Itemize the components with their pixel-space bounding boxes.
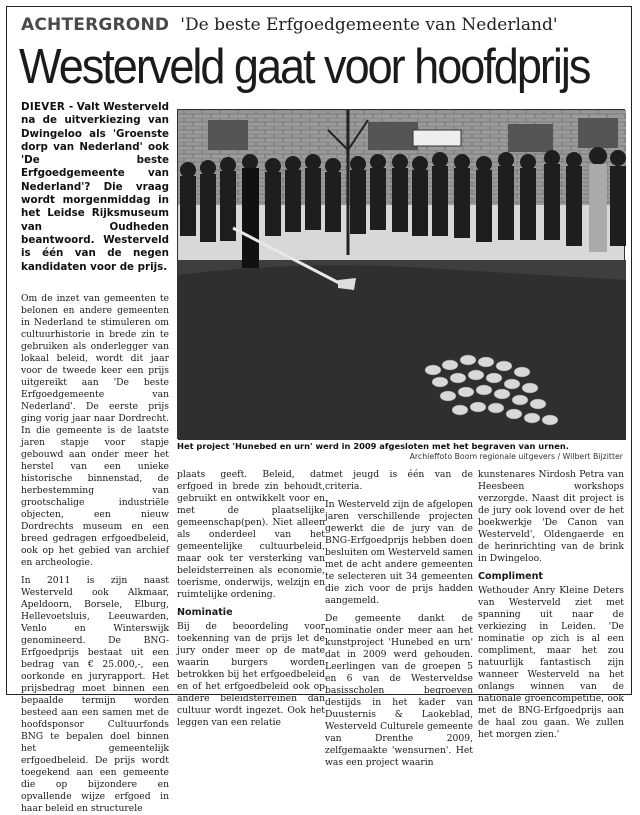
body-paragraph: De gemeente dankt de nominatie onder meer aan het kunstproject 'Hunebed en urn' dat in 2009 werd gehouden. Leerlingen van de groepen 5 en 6 van de Westerveldse basisscholen begroeven destijds in het kader van Duusternis & Laokeblad, Westerveld Culturele gemeente van Drenthe 2009, zelfgemaakte 'wensurnen'. Het was een project waarin (325, 613, 473, 768)
photo-caption: Het project 'Hunebed en urn' werd in 2009 afgesloten met het begraven van urnen. (177, 441, 569, 451)
article-kicker (21, 15, 558, 35)
body-paragraph: Om de inzet van gemeenten te belonen en andere gemeenten in Nederland te stimuleren om cultuurhistorie in brede zin te gebruiken als onderlegger van lokaal beleid, wordt dit jaar voor de tweede keer een prijs uitgereikt aan 'De beste Erfgoedgemeente van Nederland'. De eerste prijs ging vorig jaar naar Dordrecht. In die gemeente is de laatste jaren stapje voor stapje gebouwd aan onder meer het herstel van een unieke historische binnenstad, de herbestemming van grootschalige industriële objecten, een nieuw Dordrechts museum en een breed gedragen erfgoedbeleid, ook op het gebied van archief en archeologie. (21, 293, 169, 568)
body-paragraph: Wethouder Anry Kleine Deters van Westerveld ziet met spanning uit naar de verkiezing in Leiden. 'De nominatie op zich is al een compliment, maar het zou natuurlijk fantastisch zijn wanneer Westerveld na het onlangs winnen van de nationale groencompetitie, ook met de BNG-Erfgoedprijs aan de haal zou gaan. We zullen het morgen zien.' (478, 585, 624, 740)
body-paragraph: Bij de beoordeling voor toekenning van de prijs let de jury onder meer op de mate waarin burgers worden betrokken bij het erfgoedbeleid en of het erfgoedbeleid ook op andere beleidsterreinen dan cultuur wordt ingezet. Ook het leggen van een relatie (177, 621, 325, 728)
body-paragraph: plaats geeft. Beleid, dat erfgoed in brede zin behoudt, gebruikt en ontwikkelt voor en met de plaatselijke gemeenschap(pen). Niet alleen als onderdeel van het gemeentelijke cultuurbeleid, maar ook ter versterking van beleidsterreinen als economie, toerisme, onderwijs, welzijn en ruimtelijke ordening. (177, 469, 325, 600)
body-column-4 (478, 469, 624, 741)
section-label: ACHTERGROND (21, 15, 170, 35)
body-column-3 (325, 469, 473, 769)
lead-paragraph (21, 101, 169, 274)
photo-illustration (178, 110, 626, 440)
newspaper-article (6, 6, 632, 814)
body-column-1 (21, 293, 169, 815)
body-column-2 (177, 469, 325, 729)
subheading-compliment: Compliment (478, 571, 543, 582)
body-paragraph: kunstenares Nirdosh Petra van Heesbeen workshops verzorgde. Naast dit project is de jury ook lovend over de het boekwerkje 'De Canon van Westerveld', Oldengaerde en de herinrichting van de brink in Dwingeloo. (478, 469, 624, 564)
body-paragraph: met jeugd is één van de criteria. (325, 469, 473, 492)
photo-credit: Archieffoto Boom regionale uitgevers / Wilbert Bijzitter (409, 452, 623, 461)
headline: Westerveld gaat voor hoofdprijs (19, 40, 590, 94)
article-photo (177, 109, 625, 439)
kicker-subtitle: 'De beste Erfgoedgemeente van Nederland' (180, 15, 558, 35)
body-paragraph: In 2011 is zijn naast Westerveld ook Alkmaar, Apeldoorn, Borsele, Elburg, Hellevoetsluis, Leeuwarden, Venlo en Winterswijk genomineerd. De BNG-Erfgoedprijs bestaat uit een bedrag van € 25.000,-, een oorkonde en juryrapport. Het prijsbedrag moet binnen een bepaalde termijn worden besteed aan een samen met de hoofdsponsor Cultuurfonds BNG te bepalen doel binnen het gemeentelijk erfgoedbeleid. De prijs wordt toegekend aan een gemeente die op bijzondere en opvallende wijze erfgoed in haar beleid en structurele (21, 575, 169, 814)
subheading-nominatie: Nominatie (177, 607, 233, 618)
lead-text: - Valt Westerveld na de uitverkiezing van Dwingeloo als 'Groenste dorp van Nederland' ook 'De beste Erfgoedgemeente van Nederland'? Die vraag wordt morgenmiddag in het Leidse Rijksmuseum van Oudheden beantwoord. Westerveld is één van de negen kandidaten voor de prijs. (21, 101, 169, 273)
body-paragraph: In Westerveld zijn de afgelopen jaren verschillende projecten gewerkt die de jury van de BNG-Erfgoedprijs hebben doen besluiten om Westerveld samen met de acht andere gemeenten te selecteren uit 34 gemeenten die zich voor de prijs hadden aangemeld. (325, 499, 473, 606)
dateline: DIEVER (21, 101, 66, 113)
